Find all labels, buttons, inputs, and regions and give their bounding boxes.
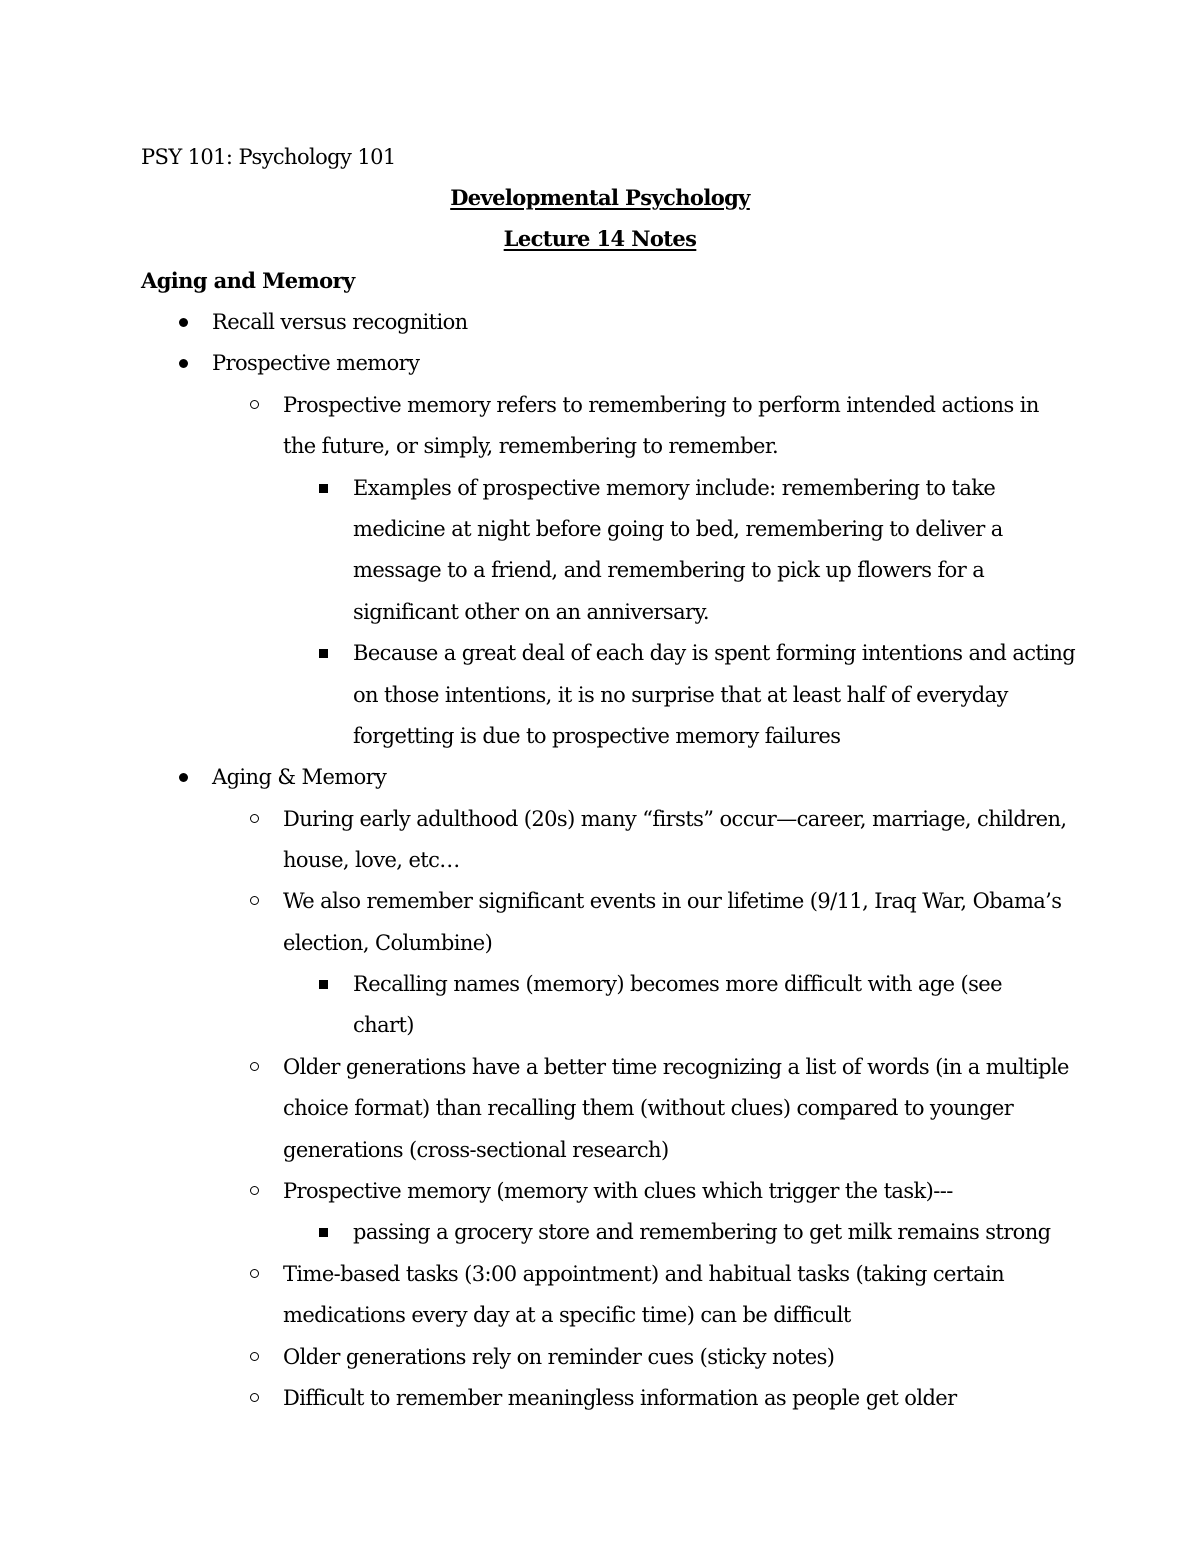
note-line: Recall versus recognition bbox=[212, 310, 468, 334]
note-line: Prospective memory refers to remembering to perform intended actions in bbox=[283, 393, 1039, 417]
note-line: Examples of prospective memory include: remembering to take bbox=[353, 476, 996, 500]
document-title: Developmental Psychology bbox=[450, 185, 750, 210]
note-line: house, love, etc… bbox=[283, 848, 460, 872]
bullet-disc-icon bbox=[179, 318, 188, 327]
bullet-circle-icon bbox=[250, 1269, 259, 1278]
section-heading: Aging and Memory bbox=[141, 268, 355, 293]
note-line: During early adulthood (20s) many “firsts” occur—career, marriage, children, bbox=[283, 807, 1067, 831]
bullet-disc-icon bbox=[179, 359, 188, 368]
note-line: passing a grocery store and remembering to get milk remains strong bbox=[353, 1220, 1051, 1244]
note-line: chart) bbox=[353, 1013, 414, 1037]
bullet-square-icon bbox=[319, 484, 328, 493]
note-line: Recalling names (memory) becomes more difficult with age (see bbox=[353, 972, 1002, 996]
note-line: forgetting is due to prospective memory failures bbox=[353, 724, 841, 748]
note-line: choice format) than recalling them (without clues) compared to younger bbox=[283, 1096, 1014, 1120]
note-line: Older generations rely on reminder cues (sticky notes) bbox=[283, 1345, 835, 1369]
bullet-circle-icon bbox=[250, 400, 259, 409]
note-line: on those intentions, it is no surprise that at least half of everyday bbox=[353, 683, 1008, 707]
note-line: the future, or simply, remembering to remember. bbox=[283, 434, 779, 458]
bullet-circle-icon bbox=[250, 1062, 259, 1071]
bullet-circle-icon bbox=[250, 814, 259, 823]
bullet-circle-icon bbox=[250, 1352, 259, 1361]
note-line: Prospective memory (memory with clues which trigger the task)--- bbox=[283, 1179, 953, 1203]
bullet-circle-icon bbox=[250, 1393, 259, 1402]
note-line: generations (cross-sectional research) bbox=[283, 1138, 669, 1162]
note-line: Difficult to remember meaningless information as people get older bbox=[283, 1386, 957, 1410]
bullet-circle-icon bbox=[250, 896, 259, 905]
note-line: Older generations have a better time recognizing a list of words (in a multiple bbox=[283, 1055, 1069, 1079]
note-line: Time-based tasks (3:00 appointment) and habitual tasks (taking certain bbox=[283, 1262, 1005, 1286]
note-line: Aging & Memory bbox=[212, 765, 387, 789]
course-title: PSY 101: Psychology 101 bbox=[141, 145, 396, 169]
note-line: message to a friend, and remembering to pick up flowers for a bbox=[353, 558, 985, 582]
bullet-square-icon bbox=[319, 980, 328, 989]
bullet-disc-icon bbox=[179, 773, 188, 782]
note-line: election, Columbine) bbox=[283, 931, 493, 955]
note-line: We also remember significant events in our lifetime (9/11, Iraq War, Obama’s bbox=[283, 889, 1062, 913]
note-line: significant other on an anniversary. bbox=[353, 600, 710, 624]
note-line: Prospective memory bbox=[212, 351, 420, 375]
bullet-square-icon bbox=[319, 649, 328, 658]
note-line: Because a great deal of each day is spent forming intentions and acting bbox=[353, 641, 1076, 665]
bullet-circle-icon bbox=[250, 1186, 259, 1195]
note-line: medications every day at a specific time) can be difficult bbox=[283, 1303, 851, 1327]
lecture-subtitle: Lecture 14 Notes bbox=[503, 226, 697, 251]
note-line: medicine at night before going to bed, remembering to deliver a bbox=[353, 517, 1003, 541]
bullet-square-icon bbox=[319, 1228, 328, 1237]
